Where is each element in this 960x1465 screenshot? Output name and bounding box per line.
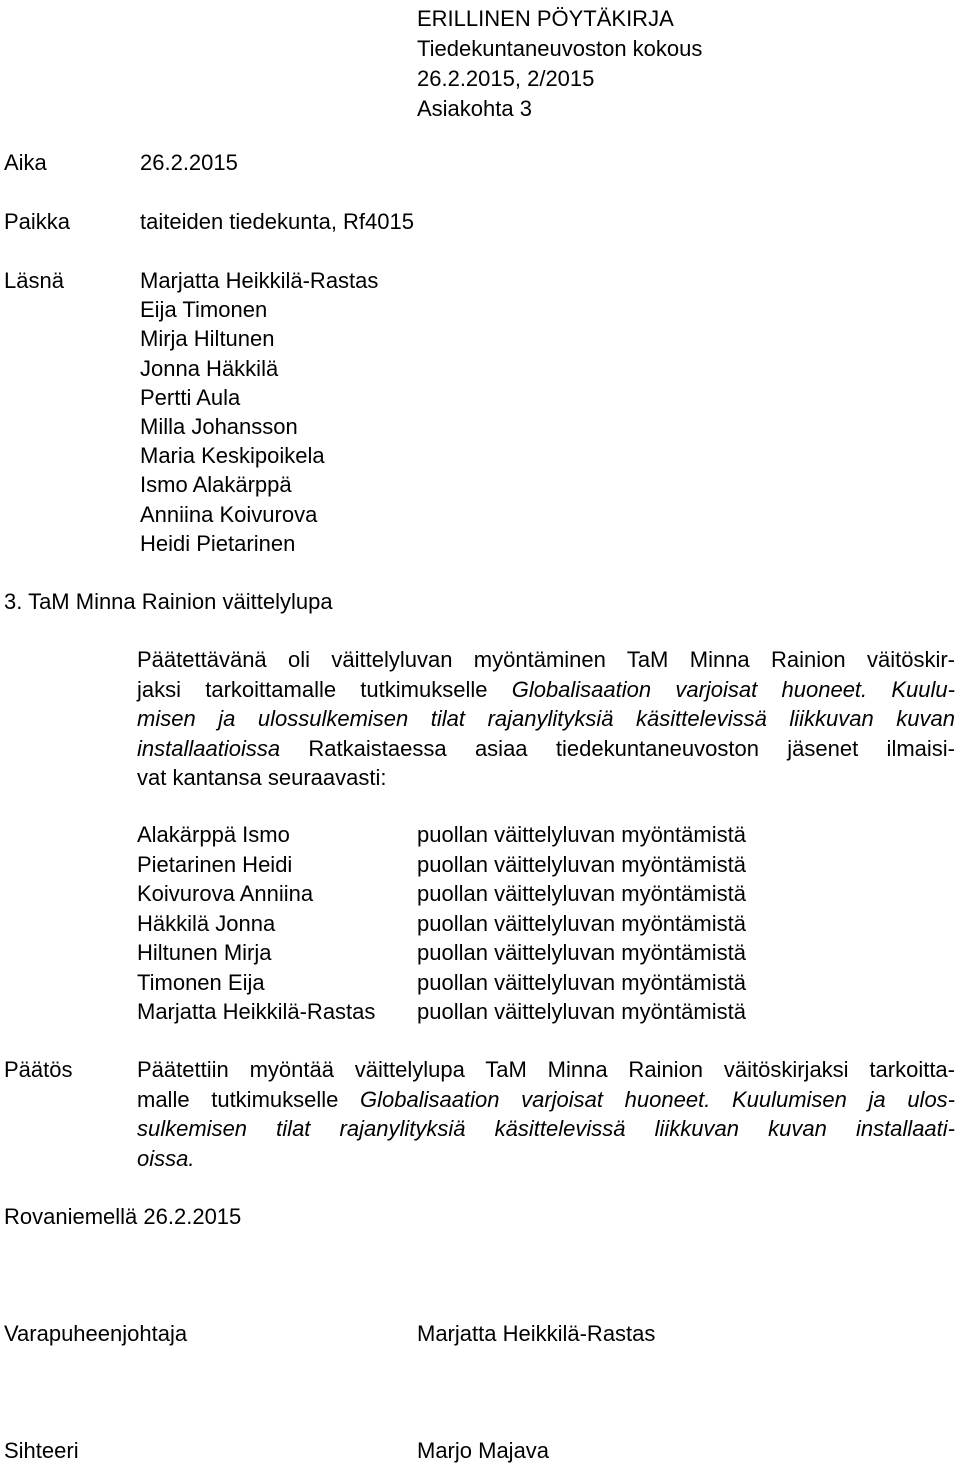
votes-list [137,820,746,1027]
place-date: Rovaniemellä 26.2.2015 [4,1204,242,1229]
document-type: ERILLINEN PÖYTÄKIRJA [417,6,674,31]
vote-row [137,820,746,850]
document-header [417,4,702,124]
vote-text: puollan väittelyluvan myöntämistä [417,940,746,965]
decision-line: oissa. [137,1145,195,1171]
present-name: Ismo Alakärppä [140,472,292,498]
vote-text: puollan väittelyluvan myöntämistä [417,999,746,1024]
present-name: Maria Keskipoikela [140,443,325,469]
section-body [137,645,955,793]
voter-name: Koivurova Anniina [137,881,314,906]
present-name: Heidi Pietarinen [140,530,296,556]
present-list [140,266,378,558]
voter-name: Hiltunen Mirja [137,940,272,965]
body-line: misen ja ulossulkemisen tilat rajanylityksiä käsittelevissä liikkuvan kuvan [137,706,955,731]
signature-name: Marjatta Heikkilä-Rastas [417,1321,656,1346]
signature-role: Sihteeri [4,1438,79,1463]
decision-body [137,1055,955,1173]
voter-name: Marjatta Heikkilä-Rastas [137,999,376,1024]
body-line: jaksi tarkoittamalle tutkimukselle Globalisaation varjoisat huoneet. Kuulu- [137,676,955,702]
vote-text: puollan väittelyluvan myöntämistä [417,910,746,936]
decision-label: Päätös [4,1057,73,1082]
agenda-item: Asiakohta 3 [417,96,532,121]
present-name: Marjatta Heikkilä-Rastas [140,268,379,293]
vote-row [137,997,746,1027]
vote-row [137,879,746,909]
body-line: Päätettävänä oli väittelyluvan myöntäminen TaM Minna Rainion väitöskir- [137,647,955,672]
present-name: Anniina Koivurova [140,501,318,527]
voter-name: Timonen Eija [137,969,265,995]
decision-line: malle tutkimukselle Globalisaation varjoisat huoneet. Kuulumisen ja ulos- [137,1086,955,1112]
signature-role: Varapuheenjohtaja [4,1321,188,1346]
decision-line: sulkemisen tilat rajanylityksiä käsittelevissä liikkuvan kuvan installaati- [137,1116,955,1141]
vote-text: puollan väittelyluvan myöntämistä [417,881,746,906]
signature-name: Marjo Majava [417,1438,550,1463]
voter-name: Pietarinen Heidi [137,851,293,877]
vote-text: puollan väittelyluvan myöntämistä [417,851,746,877]
present-name: Eija Timonen [140,297,268,323]
present-name: Jonna Häkkilä [140,355,279,381]
body-line: vat kantansa seuraavasti: [137,765,387,790]
present-name: Mirja Hiltunen [140,326,275,352]
voter-name: Häkkilä Jonna [137,910,276,936]
vote-row [137,938,746,968]
place-label: Paikka [4,209,71,234]
present-name: Milla Johansson [140,414,298,440]
voter-name: Alakärppä Ismo [137,822,290,847]
body-line: installaatioissa Ratkaistaessa asiaa tiedekuntaneuvoston jäsenet ilmaisi- [137,735,955,761]
meeting-name: Tiedekuntaneuvoston kokous [417,36,703,61]
place-value: taiteiden tiedekunta, Rf4015 [140,209,414,234]
vote-row [137,909,746,939]
time-label: Aika [4,150,47,175]
vote-row [137,850,746,880]
vote-text: puollan väittelyluvan myöntämistä [417,822,746,847]
vote-text: puollan väittelyluvan myöntämistä [417,969,746,995]
section-title: 3. TaM Minna Rainion väittelylupa [4,589,333,614]
time-value: 26.2.2015 [140,150,238,175]
vote-row [137,968,746,998]
meeting-date-number: 26.2.2015, 2/2015 [417,66,595,91]
present-label: Läsnä [4,268,64,293]
present-name: Pertti Aula [140,384,241,410]
decision-line: Päätettiin myöntää väittelylupa TaM Minna Rainion väitöskirjaksi tarkoitta- [137,1057,955,1082]
